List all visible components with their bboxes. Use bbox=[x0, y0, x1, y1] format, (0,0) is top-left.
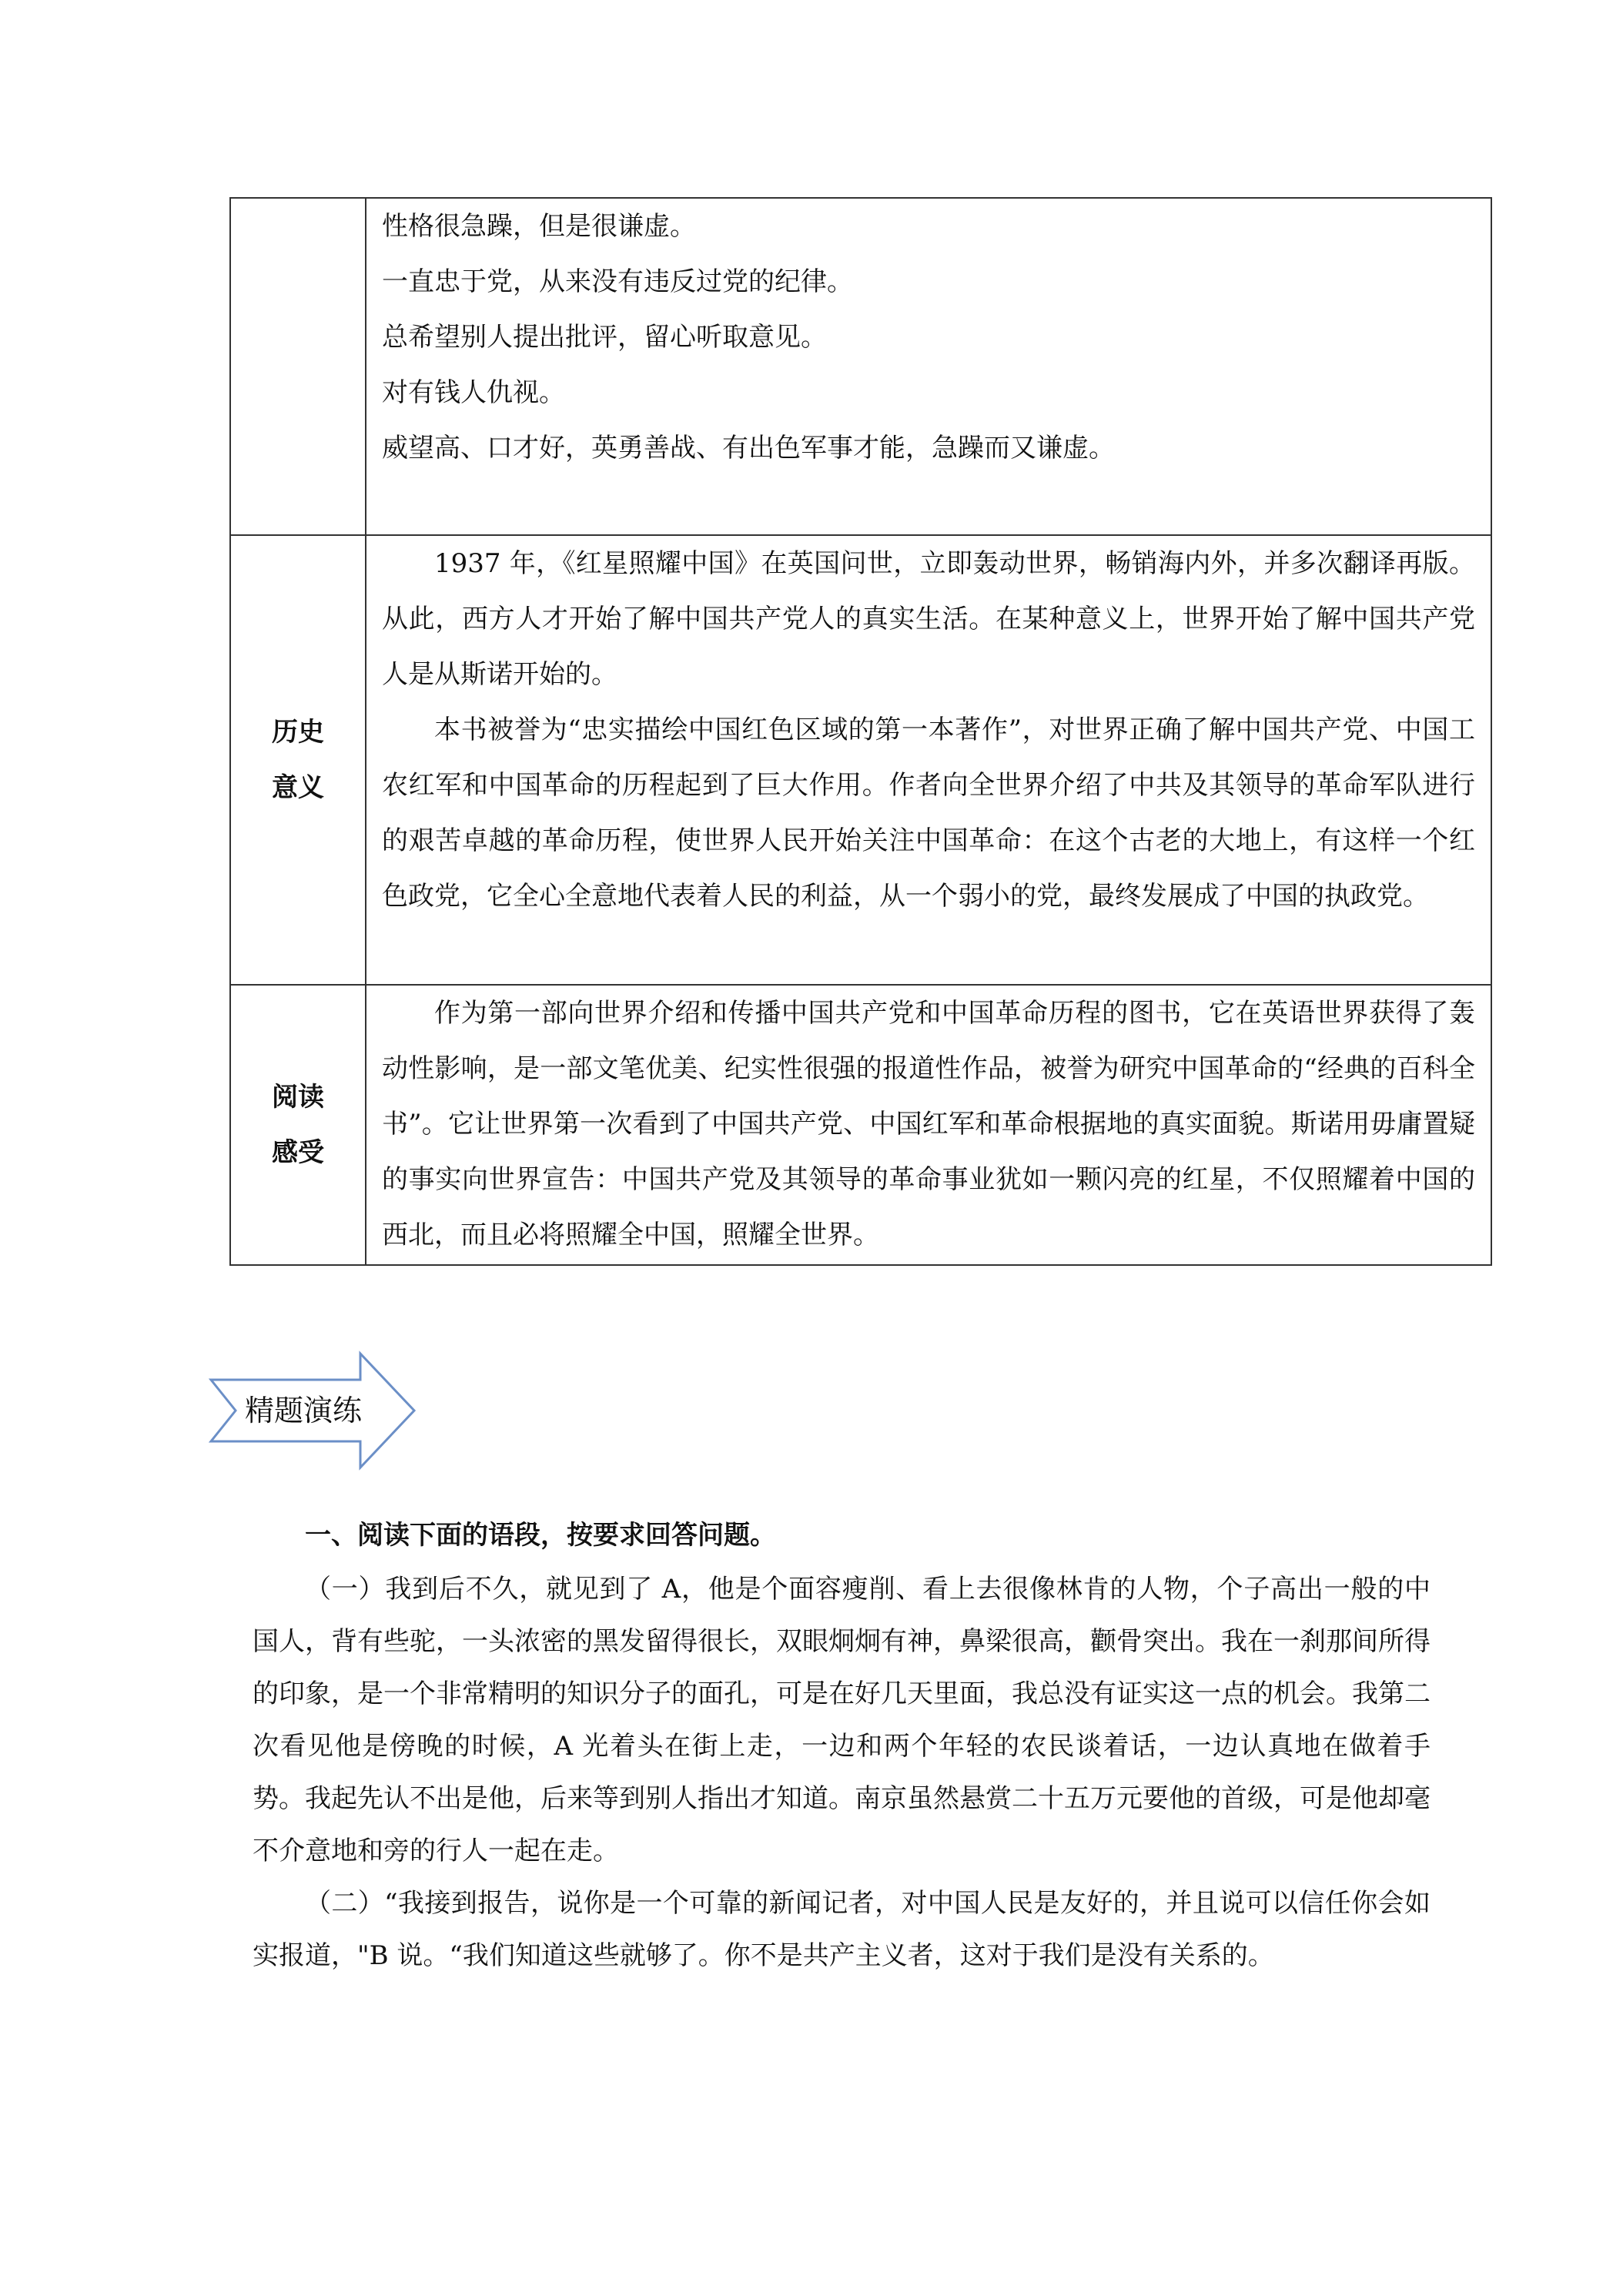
historical-significance-content bbox=[366, 535, 1491, 985]
reading-impressions-content bbox=[366, 985, 1491, 1265]
row-label-historical-significance bbox=[230, 535, 366, 985]
label-line: 历史 bbox=[272, 717, 324, 748]
table-row-traits bbox=[230, 198, 1491, 535]
trait-line: 性格很急躁，但是很谦虚。 bbox=[382, 211, 696, 242]
row-label-reading-impressions bbox=[230, 985, 366, 1265]
table-row-historical-significance bbox=[230, 535, 1491, 985]
row-label-empty bbox=[230, 198, 366, 535]
exercise-paragraph: （一）我到后不久，就见到了 A，他是个面容瘦削、看上去很像林肯的人物，个子高出一般的中国人，背有些驼，一头浓密的黑发留得很长，双眼炯炯有神，鼻梁很高，颧骨突出。我在一刹那间所得的印象，是一个非常精明的知识分子的面孔，可是在好几天里面，我总没有证实这一点的机会。我第二次看见他是傍晚的时候，A 光着头在街上走，一边和两个年轻的农民谈着话，一边认真地在做着手势。我起先认不出是他，后来等到别人指出才知道。南京虽然悬赏二十五万元要他的首级，可是他却毫不介意地和旁的行人一起在走。 bbox=[253, 1574, 1431, 1866]
paragraph: 作为第一部向世界介绍和传播中国共产党和中国革命历程的图书，它在英语世界获得了轰动性影响，是一部文笔优美、纪实性很强的报道性作品，被誉为研究中国革命的“经典的百科全书”。它让世界第一次看到了中国共产党、中国红军和革命根据地的真实面貌。斯诺用毋庸置疑的事实向世界宣告：中国共产党及其领导的革命事业犹如一颗闪亮的红星，不仅照耀着中国的西北，而且必将照耀全中国，照耀全世界。 bbox=[382, 998, 1475, 1250]
trait-line: 一直忠于党，从来没有违反过党的纪律。 bbox=[382, 266, 853, 297]
traits-content bbox=[366, 198, 1491, 535]
label-line: 阅读 bbox=[272, 1082, 324, 1113]
paragraph: 本书被誉为“忠实描绘中国红色区域的第一本著作”，对世界正确了解中国共产党、中国工农红军和中国革命的历程起到了巨大作用。作者向全世界介绍了中共及其领导的革命军队进行的艰苦卓越的革命历程，使世界人民开始关注中国革命：在这个古老的大地上，有这样一个红色政党，它全心全意地代表着人民的利益，从一个弱小的党，最终发展成了中国的执政党。 bbox=[382, 715, 1475, 912]
trait-line: 总希望别人提出批评，留心听取意见。 bbox=[382, 322, 827, 353]
trait-line: 对有钱人仇视。 bbox=[382, 377, 565, 408]
paragraph: 1937 年，《红星照耀中国》在英国问世，立即轰动世界，畅销海内外，并多次翻译再版。从此，西方人才开始了解中国共产党人的真实生活。在某种意义上，世界开始了解中国共产党人是从斯诺开始的。 bbox=[382, 548, 1475, 690]
exercise-paragraph: （二）“我接到报告，说你是一个可靠的新闻记者，对中国人民是友好的，并且说可以信任你会如实报道，"B 说。“我们知道这些就够了。你不是共产主义者，这对于我们是没有关系的。 bbox=[253, 1888, 1431, 1971]
label-line: 意义 bbox=[272, 772, 324, 803]
trait-line: 威望高、口才好，英勇善战、有出色军事才能，急躁而又谦虚。 bbox=[382, 433, 1115, 464]
exercise-section bbox=[253, 1508, 1431, 1982]
exercise-heading: 一、阅读下面的语段，按要求回答问题。 bbox=[305, 1520, 776, 1551]
label-line: 感受 bbox=[272, 1137, 324, 1168]
section-banner bbox=[206, 1349, 422, 1472]
info-table bbox=[229, 197, 1492, 1266]
table-row-reading-impressions bbox=[230, 985, 1491, 1265]
banner-label: 精题演练 bbox=[245, 1394, 363, 1427]
